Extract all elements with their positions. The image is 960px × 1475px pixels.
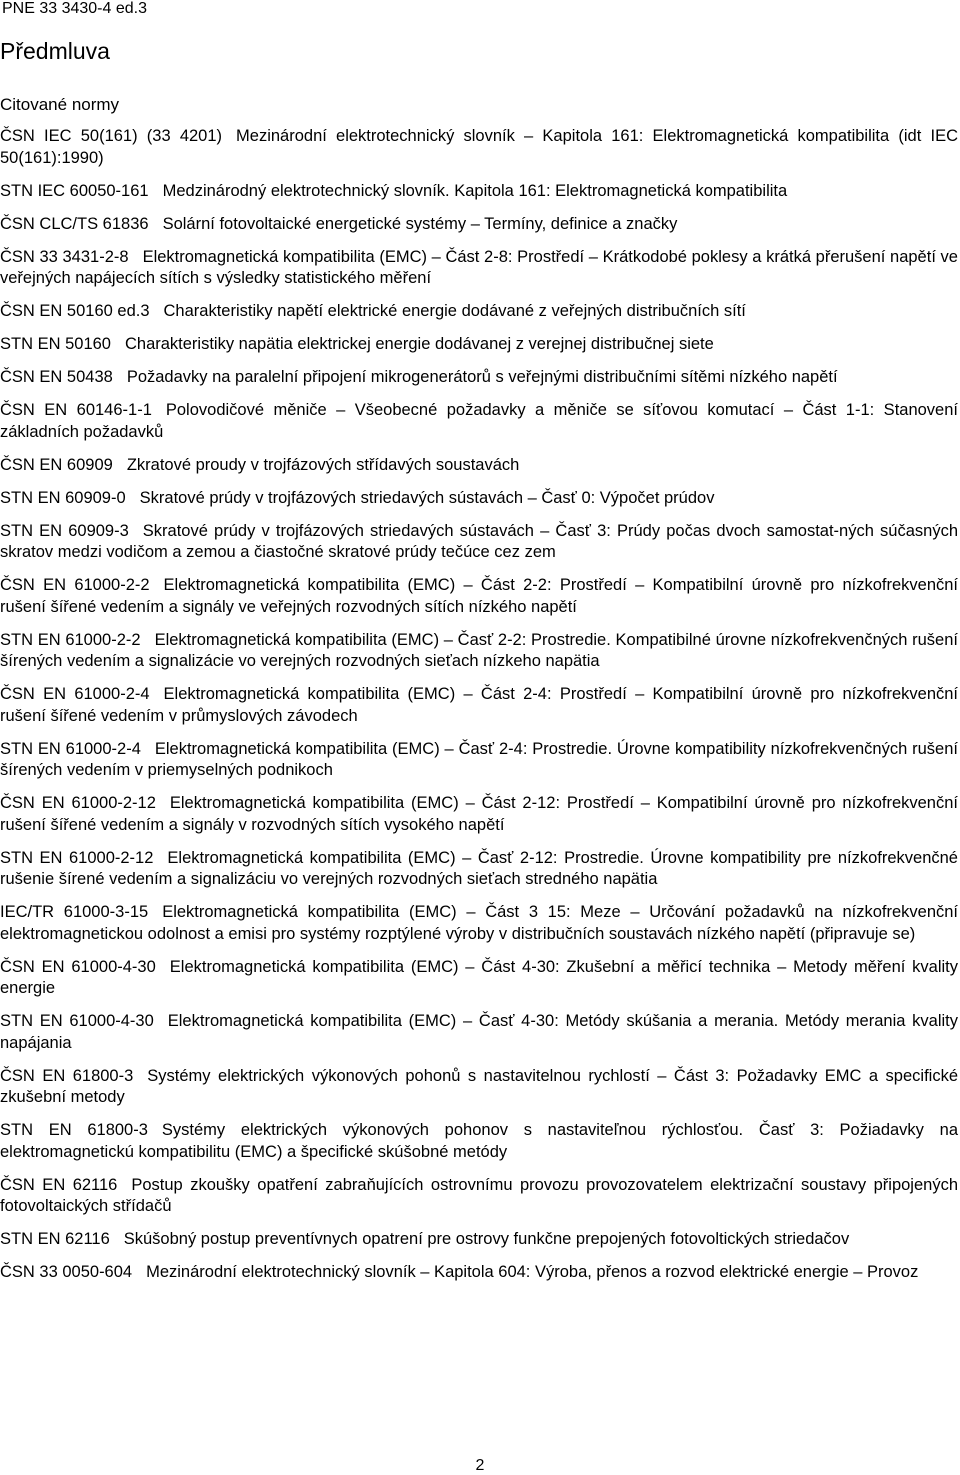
norm-entry — [0, 684, 958, 727]
norm-title: Elektromagnetická kompatibilita (EMC) – Časť 2-2: Prostredie. Kompatibilné úrovne nízkofrekvenčných rušení šírených vedením a signalizácie vo verejných rozvodných sieťach nízkeho napätia — [0, 630, 958, 670]
norm-code: ČSN EN 61000-2-12 — [0, 794, 156, 812]
norm-code: ČSN EN 61000-2-4 — [0, 685, 150, 703]
norm-entry — [0, 400, 958, 443]
norm-title: Postup zkoušky opatření zabraňujících ostrovnímu provozu provozovatelem elektrizační soustavy připojených fotovoltaických střídačů — [0, 1175, 958, 1215]
norm-code: STN EN 62116 — [0, 1230, 110, 1248]
norm-list — [0, 126, 958, 1295]
norm-entry — [0, 214, 958, 236]
norm-title: Elektromagnetická kompatibilita (EMC) – Část 4-30: Zkušební a měřicí technika – Metody měření kvality energie — [0, 957, 958, 997]
norm-entry — [0, 848, 958, 891]
norm-title: Elektromagnetická kompatibilita (EMC) – Časť 4-30: Metódy skúšania a merania. Metódy merania kvality napájania — [0, 1012, 958, 1052]
norm-code: ČSN EN 62116 — [0, 1175, 118, 1194]
norm-entry — [0, 575, 958, 618]
norm-title: Solární fotovoltaické energetické systémy – Termíny, definice a značky — [162, 214, 678, 233]
norm-title: Elektromagnetická kompatibilita (EMC) – Část 2-12: Prostředí – Kompatibilní úrovně pro nízkofrekvenční rušení šířené vedením a signály v rozvodných sítích vysokého napětí — [0, 794, 958, 834]
norm-code: ČSN IEC 50(161) (33 4201) — [0, 127, 223, 145]
norm-title: Skratové prúdy v trojfázových striedavých sústavách – Časť 3: Prúdy počas dvoch samostat-ných súčasných skratov medzi vodičom a zemou a čiastočné skratové prúdy tečúce cez zem — [0, 521, 958, 561]
norm-entry — [0, 1011, 958, 1054]
norm-title: Elektromagnetická kompatibilita (EMC) – Časť 2-4: Prostredie. Úrovne kompatibility nízkofrekvenčných rušení šírených vedením v priemyselných podnikoch — [0, 739, 958, 779]
norm-title: Zkratové proudy v trojfázových střídavých soustavách — [126, 455, 520, 474]
norm-title: Polovodičové měniče – Všeobecné požadavky a měniče se síťovou komutací – Část 1-1: Stanovení základních požadavků — [0, 401, 958, 441]
norm-code: STN EN 61000-2-2 — [0, 630, 141, 649]
norm-code: STN IEC 60050-161 — [0, 181, 149, 200]
norm-title: Skratové prúdy v trojfázových striedavých sústavách – Časť 0: Výpočet prúdov — [139, 488, 715, 507]
norm-title: Elektromagnetická kompatibilita (EMC) – Část 2-2: Prostředí – Kompatibilní úrovně pro nízkofrekvenční rušení šířené vedením a signály ve veřejných rozvodných sítích nízkého napětí — [0, 576, 959, 616]
norm-code: STN EN 61000-4-30 — [0, 1012, 154, 1030]
norm-title: Mezinárodní elektrotechnický slovník – Kapitola 604: Výroba, přenos a rozvod elektrické energie – Provoz — [146, 1263, 919, 1281]
page-number: 2 — [475, 1457, 485, 1474]
norm-title: Elektromagnetická kompatibilita (EMC) – Časť 2-12: Prostredie. Úrovne kompatibility pre nízkofrekvenčné rušenie šírené vedením a signalizáciu vo verejných rozvodných sieťach stredného napätia — [0, 848, 958, 888]
norm-entry — [0, 301, 958, 323]
norm-code: STN EN 60909-3 — [0, 521, 129, 540]
norm-title: Systémy elektrických výkonových pohonů s nastavitelnou rychlostí – Část 3: Požadavky EMC a specifické zkušební metody — [0, 1066, 959, 1106]
document-code: PNE 33 3430-4 ed.3 — [2, 0, 147, 17]
norm-code: ČSN EN 60909 — [0, 455, 113, 474]
norm-entry — [0, 1262, 958, 1284]
norm-entry — [0, 630, 958, 673]
norm-title: Elektromagnetická kompatibilita (EMC) – Část 3 15: Meze – Určování požadavků na nízkofrekvenční elektromagnetickou odolnost a emisi pro systémy rozptýlené výroby v distribučních soustavách nízkého napětí (připravuje se) — [0, 903, 959, 943]
norm-title: Skúšobný postup preventívnych opatrení pre ostrovy funkčne prepojených fotovoltických striedačov — [123, 1230, 850, 1248]
norm-title: Mezinárodní elektrotechnický slovník – Kapitola 161: Elektromagnetická kompatibilita (idt IEC 50(161):1990) — [0, 127, 958, 167]
norm-entry — [0, 488, 958, 510]
page-title: Předmluva — [0, 38, 110, 64]
norm-title: Elektromagnetická kompatibilita (EMC) – Část 2-8: Prostředí – Krátkodobé poklesy a krátká přerušení napětí ve veřejných napájecích sítích s výsledky statistického měření — [0, 247, 958, 287]
norm-code: ČSN EN 50160 ed.3 — [0, 302, 150, 320]
norm-entry — [0, 957, 958, 1000]
norm-code: STN EN 50160 — [0, 335, 111, 353]
norm-entry — [0, 334, 958, 356]
norm-entry — [0, 793, 958, 836]
norm-entry — [0, 902, 958, 945]
norm-code: ČSN EN 61000-4-30 — [0, 957, 156, 976]
norm-entry — [0, 181, 958, 203]
norm-entry — [0, 1066, 958, 1109]
norm-entry — [0, 455, 958, 477]
norm-title: Charakteristiky napětí elektrické energie dodávané z veřejných distribučních sítí — [163, 302, 746, 320]
norm-code: ČSN EN 50438 — [0, 368, 113, 386]
norm-title: Systémy elektrických výkonových pohonov s nastaviteľnou rýchlosťou. Časť 3: Požiadavky na elektromagnetickú kompatibilitu (EMC) a špecifické skúšobné metódy — [0, 1121, 958, 1161]
norm-entry — [0, 1175, 958, 1218]
norm-code: ČSN 33 0050-604 — [0, 1263, 133, 1281]
norm-entry — [0, 739, 958, 782]
norm-title: Charakteristiky napätia elektrickej energie dodávanej z verejnej distribučnej siete — [124, 335, 714, 353]
norm-code: STN EN 60909-0 — [0, 488, 126, 507]
norm-entry — [0, 1120, 958, 1163]
norm-entry — [0, 1229, 958, 1251]
norm-entry — [0, 367, 958, 389]
norm-title: Medzinárodný elektrotechnický slovník. Kapitola 161: Elektromagnetická kompatibilita — [162, 181, 788, 200]
norm-title: Požadavky na paralelní připojení mikrogenerátorů s veřejnými distribučními sítěmi nízkého napětí — [126, 368, 838, 386]
norm-code: IEC/TR 61000-3-15 — [0, 903, 149, 921]
norm-entry — [0, 521, 958, 564]
norm-entry — [0, 247, 958, 290]
norm-code: ČSN EN 60146-1-1 — [0, 401, 152, 419]
norm-code: STN EN 61000-2-4 — [0, 739, 141, 758]
norm-code: STN EN 61000-2-12 — [0, 848, 154, 867]
norm-code: ČSN EN 61000-2-2 — [0, 576, 150, 594]
norm-code: ČSN 33 3431-2-8 — [0, 247, 129, 266]
norm-entry — [0, 126, 958, 169]
norm-code: STN EN 61800-3 — [0, 1121, 148, 1139]
norm-title: Elektromagnetická kompatibilita (EMC) – Část 2-4: Prostředí – Kompatibilní úrovně pro nízkofrekvenční rušení šířené vedením v průmyslových závodech — [0, 685, 959, 725]
norm-code: ČSN CLC/TS 61836 — [0, 214, 149, 233]
section-title: Citované normy — [0, 95, 120, 114]
norm-code: ČSN EN 61800-3 — [0, 1066, 134, 1085]
